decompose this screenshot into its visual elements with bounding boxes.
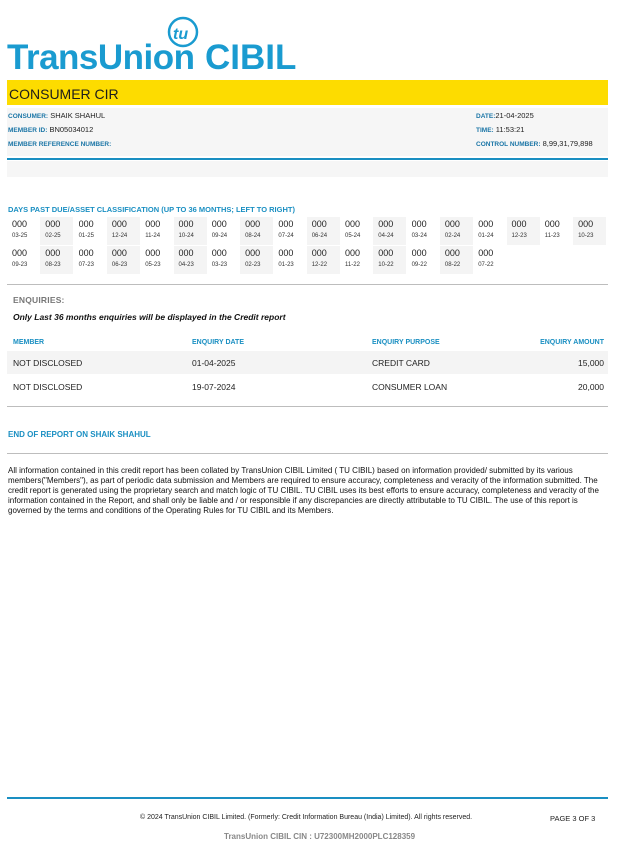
dpd-value: 000 (444, 219, 460, 229)
dpd-month: 05-24 (345, 233, 361, 239)
dpd-cell (340, 246, 373, 274)
dpd-cell (40, 217, 73, 245)
report-title: CONSUMER CIR (9, 86, 119, 102)
table-row (7, 351, 608, 374)
dpd-value: 000 (245, 248, 261, 258)
dpd-month: 09-24 (211, 233, 228, 239)
dpd-value: 000 (544, 219, 560, 229)
dpd-cell (407, 217, 440, 245)
dpd-month: 02-24 (444, 233, 461, 239)
dpd-cell (40, 246, 73, 274)
dpd-cell (207, 246, 240, 274)
dpd-cell (174, 246, 207, 274)
dpd-cell (140, 246, 173, 274)
dpd-value: 000 (111, 219, 127, 229)
disclaimer-text: All information contained in this credit report has been collated by TransUnion CIBIL Limited ( TU CIBIL) based on information provided/ submitted by its various members("Members"), as part of periodic data submission and Members are required to ensure accuracy, completeness and veracity of the information submitted. The credit report is generated using the proprietary search and match logic of TU CIBIL. TU CIBIL uses its best efforts to ensure accuracy, completeness and veracity of the information contained in the Report, and shall only be liable and / or responsible if any discrepancies are directly attributable to TU CIBIL. The use of this report is governed by the terms and conditions of the Operating Rules for TU CIBIL and its Members. (8, 466, 599, 515)
col-enquiry-amount: ENQUIRY AMOUNT (540, 339, 604, 346)
logo-badge: tu (173, 26, 189, 43)
dpd-value: 000 (478, 248, 494, 258)
dpd-month: 08-22 (444, 262, 461, 268)
dpd-cell (240, 217, 273, 245)
dpd-value: 000 (12, 248, 28, 258)
dpd-value: 000 (78, 248, 94, 258)
end-divider (7, 453, 608, 454)
dpd-value: 000 (411, 219, 427, 229)
dpd-month: 09-22 (411, 262, 427, 268)
dpd-cell (174, 217, 207, 245)
dpd-value: 000 (478, 219, 494, 229)
col-enquiry-purpose: ENQUIRY PURPOSE (372, 339, 440, 346)
dpd-cell (340, 217, 373, 245)
enquiries-heading: ENQUIRIES: (13, 295, 65, 305)
dpd-value: 000 (111, 248, 127, 258)
enquiries-note: Only Last 36 months enquiries will be displayed in the Credit report (13, 312, 286, 322)
dpd-cell (440, 217, 473, 245)
transunion-cibil-logo (7, 18, 297, 77)
dpd-month: 11-22 (345, 262, 360, 268)
dpd-month: 02-23 (245, 262, 261, 268)
dpd-value: 000 (245, 219, 261, 229)
dpd-value: 000 (145, 248, 161, 258)
dpd-cell (373, 246, 406, 274)
dpd-cell (7, 246, 40, 274)
dpd-cell (407, 246, 440, 274)
dpd-value: 000 (178, 248, 194, 258)
dpd-month: 12-24 (111, 233, 128, 239)
dpd-cell (307, 246, 340, 274)
dpd-section-title: DAYS PAST DUE/ASSET CLASSIFICATION (UP TO 36 MONTHS; LEFT TO RIGHT) (8, 205, 295, 214)
member-reference-row: MEMBER REFERENCE NUMBER: (8, 141, 112, 148)
dpd-cell (473, 246, 506, 274)
header-left (8, 111, 111, 153)
dpd-cell (573, 217, 606, 245)
end-of-report: END OF REPORT ON SHAIK SHAHUL (8, 430, 151, 439)
dpd-month: 03-25 (12, 233, 28, 239)
dpd-month: 10-22 (378, 262, 394, 268)
dpd-cell (473, 217, 506, 245)
dpd-divider (7, 284, 608, 285)
dpd-value: 000 (411, 248, 427, 258)
dpd-cell (273, 246, 306, 274)
dpd-value: 000 (278, 219, 294, 229)
dpd-month: 12-23 (511, 233, 527, 239)
dpd-month: 07-22 (478, 262, 494, 268)
control-number-row: CONTROL NUMBER: 8,99,31,79,898 (476, 139, 593, 148)
dpd-cell (507, 217, 540, 245)
dpd-value: 000 (345, 219, 361, 229)
enquiry-date: 01-04-2025 (192, 358, 236, 368)
dpd-month: 10-23 (578, 233, 594, 239)
dpd-row-2 (7, 246, 607, 274)
report-title-bar (7, 80, 608, 105)
enquiry-amount: 15,000 (578, 358, 604, 368)
dpd-cell (540, 217, 573, 245)
dpd-month: 03-23 (211, 262, 228, 268)
page-number: PAGE 3 OF 3 (550, 814, 596, 823)
dpd-month: 09-23 (12, 262, 28, 268)
dpd-value: 000 (311, 248, 327, 258)
enquiry-amount: 20,000 (578, 382, 604, 392)
dpd-month: 04-24 (378, 233, 394, 239)
dpd-value: 000 (45, 219, 61, 229)
dpd-value: 000 (444, 248, 460, 258)
consumer-row: CONSUMER: SHAIK SHAHUL (8, 111, 106, 120)
dpd-value: 000 (45, 248, 61, 258)
dpd-cell (373, 217, 406, 245)
dpd-month: 06-23 (111, 262, 128, 268)
date-row: DATE:21-04-2025 (476, 111, 534, 120)
dpd-value: 000 (211, 248, 227, 258)
header-right (476, 111, 593, 153)
dpd-value: 000 (378, 248, 394, 258)
dpd-month: 01-23 (278, 262, 294, 268)
dpd-value: 000 (578, 219, 594, 229)
dpd-cell (307, 217, 340, 245)
dpd-month: 08-24 (245, 233, 261, 239)
dpd-month: 12-22 (311, 262, 328, 268)
enquiries-divider (7, 406, 608, 407)
dpd-value: 000 (378, 219, 394, 229)
dpd-month: 11-24 (145, 233, 161, 239)
dpd-cell (273, 217, 306, 245)
dpd-value: 000 (145, 219, 161, 229)
copyright-text: © 2024 TransUnion CIBIL Limited. (Formerly: Credit Information Bureau (India) Limited). All rights reserved. (140, 814, 473, 821)
dpd-month: 07-23 (78, 262, 94, 268)
dpd-month: 01-24 (478, 233, 494, 239)
header-divider (7, 158, 608, 160)
dpd-month: 03-24 (411, 233, 427, 239)
dpd-month: 11-23 (544, 233, 560, 239)
company-cin: TransUnion CIBIL CIN : U72300MH2000PLC128359 (224, 832, 416, 841)
consumer-name: SHAIK SHAHUL (50, 111, 106, 120)
col-enquiry-date: ENQUIRY DATE (192, 339, 244, 346)
dpd-month: 06-24 (311, 233, 328, 239)
member-id-row: MEMBER ID: BN05034012 (8, 125, 94, 134)
dpd-cell (107, 246, 140, 274)
dpd-cell (240, 246, 273, 274)
dpd-cell (207, 217, 240, 245)
dpd-row-1 (7, 217, 607, 245)
dpd-value: 000 (345, 248, 361, 258)
time-row: TIME: 11:53:21 (476, 125, 525, 134)
table-row (7, 375, 608, 398)
dpd-month: 04-23 (178, 262, 194, 268)
dpd-month: 08-23 (45, 262, 61, 268)
dpd-month: 02-25 (45, 233, 61, 239)
dpd-cell (107, 217, 140, 245)
logo-cibil: CIBIL (205, 38, 297, 77)
dpd-value: 000 (311, 219, 327, 229)
enquiry-purpose: CONSUMER LOAN (372, 382, 448, 392)
dpd-cell (440, 246, 473, 274)
dpd-month: 05-23 (145, 262, 161, 268)
member-id: BN05034012 (49, 125, 94, 134)
report-time: 11:53:21 (495, 125, 525, 134)
dpd-value: 000 (511, 219, 527, 229)
dpd-value: 000 (178, 219, 194, 229)
dpd-value: 000 (211, 219, 227, 229)
dpd-month: 01-25 (78, 233, 94, 239)
enquiry-date: 19-07-2024 (192, 382, 236, 392)
dpd-cell (140, 217, 173, 245)
logo-wordmark: TransUnion (7, 38, 195, 77)
footer-divider (7, 797, 608, 799)
dpd-value: 000 (278, 248, 294, 258)
dpd-month: 10-24 (178, 233, 194, 239)
dpd-cell (7, 217, 40, 245)
dpd-cell (74, 246, 107, 274)
spacer-band (7, 161, 608, 177)
dpd-value: 000 (78, 219, 94, 229)
dpd-value: 000 (12, 219, 28, 229)
report-date: 21-04-2025 (495, 111, 534, 120)
col-member: MEMBER (13, 339, 45, 346)
enquiry-purpose: CREDIT CARD (372, 358, 430, 368)
dpd-month: 07-24 (278, 233, 294, 239)
dpd-cell (74, 217, 107, 245)
enquiry-member: NOT DISCLOSED (13, 358, 83, 368)
enquiry-member: NOT DISCLOSED (13, 382, 83, 392)
control-number: 8,99,31,79,898 (542, 139, 593, 148)
